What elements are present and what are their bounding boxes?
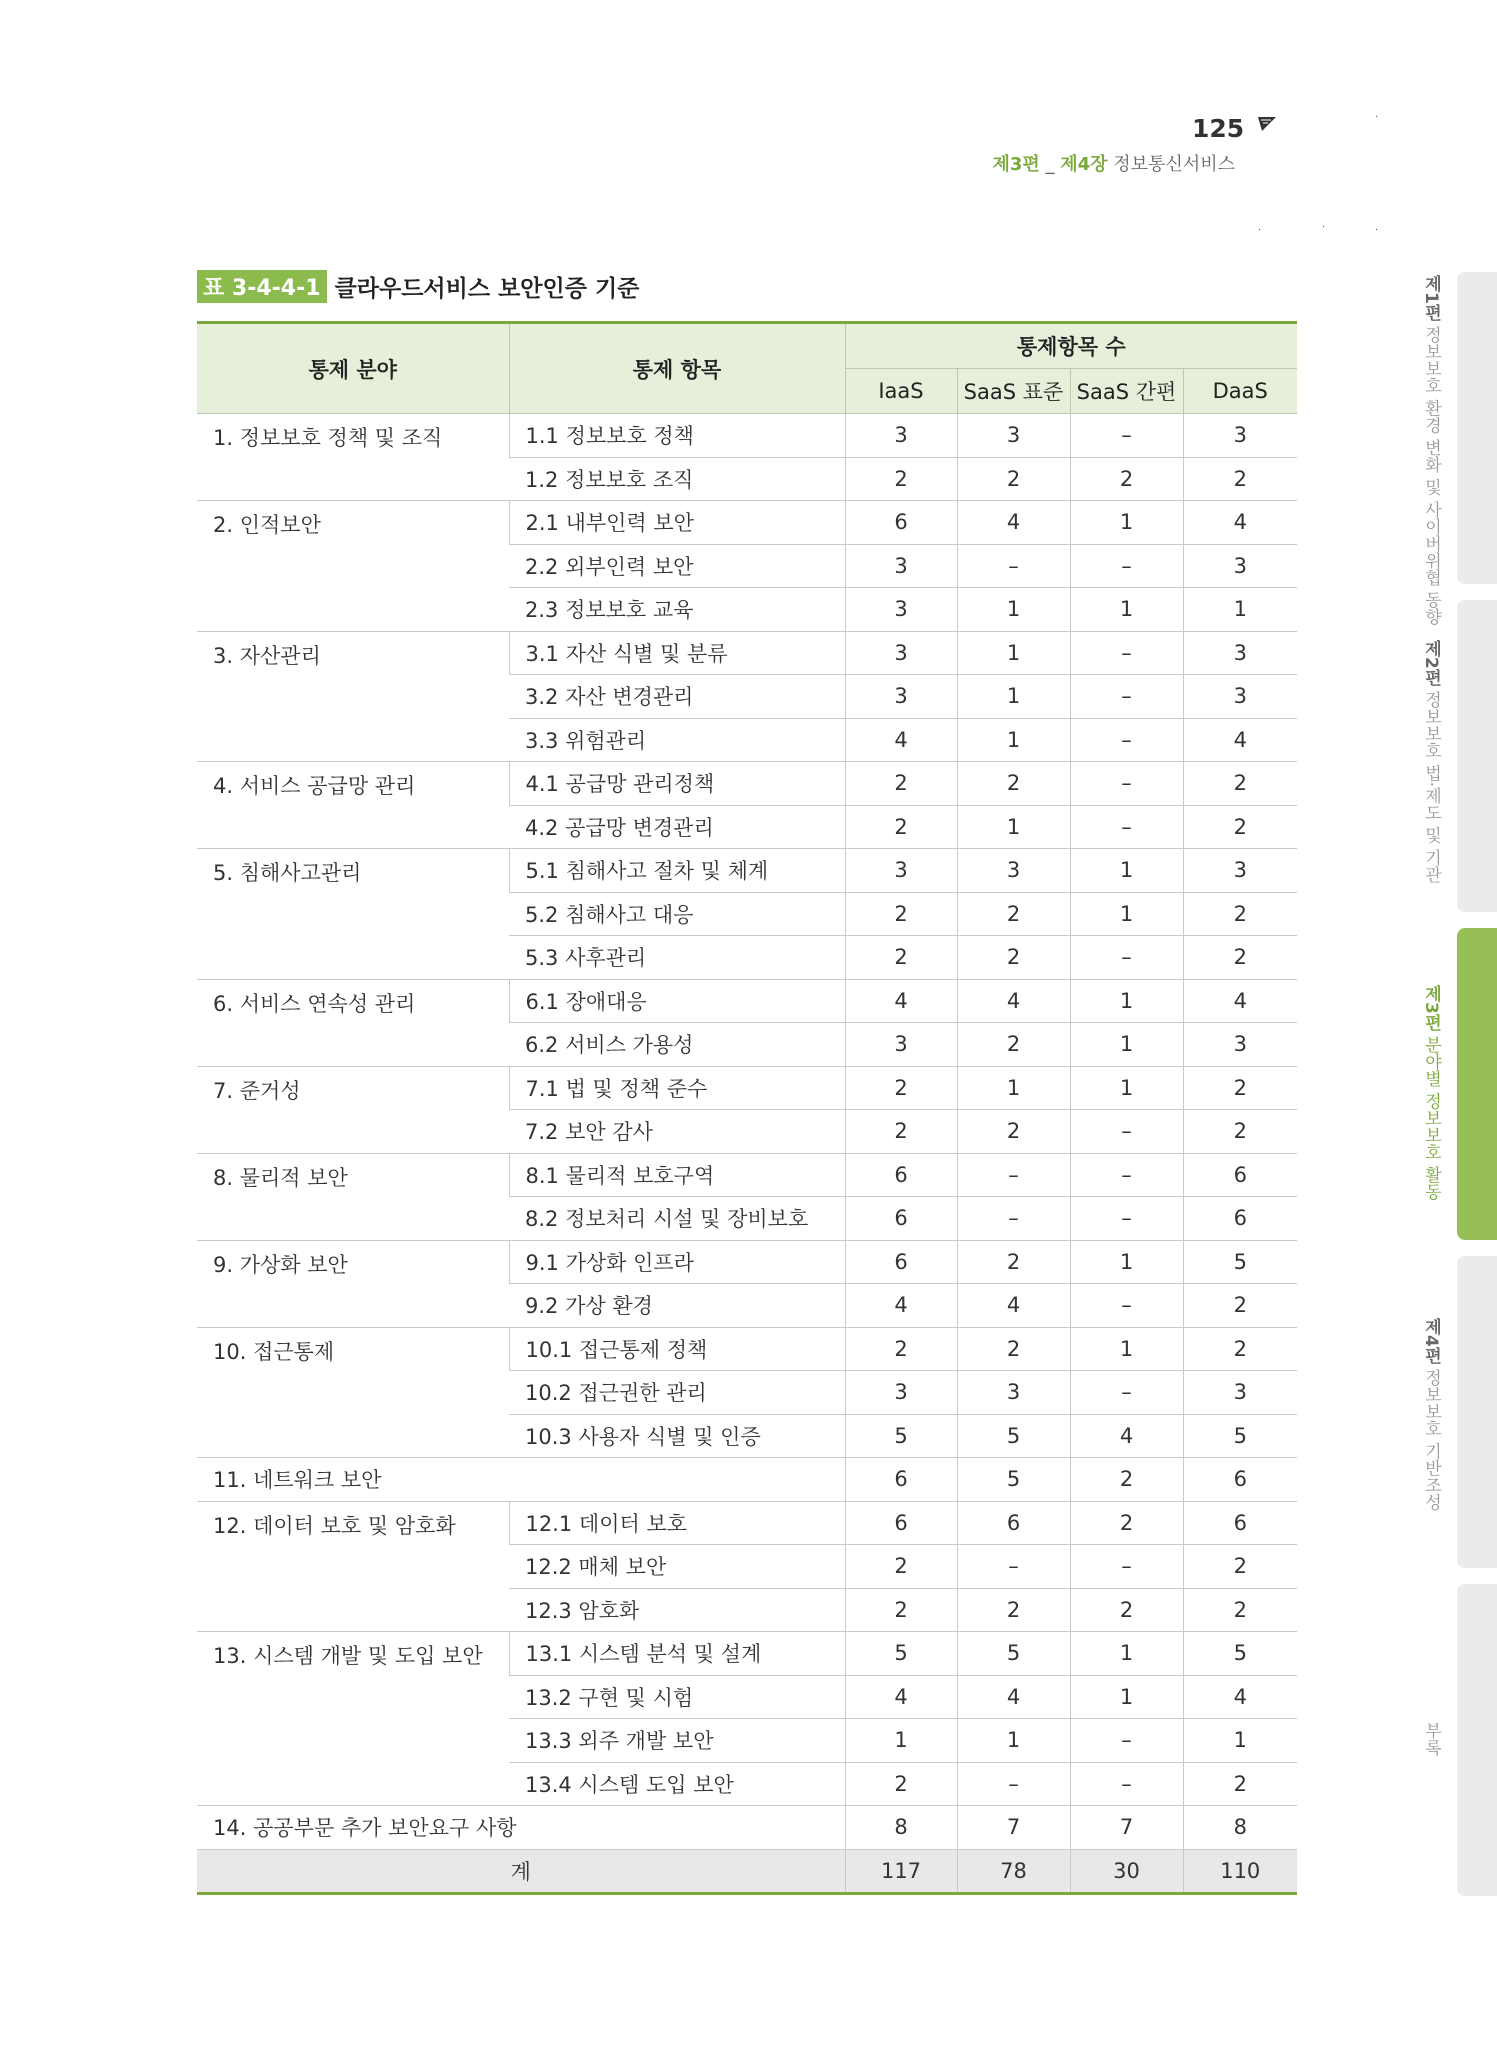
item-cell: 9.2 가상 환경 xyxy=(509,1284,845,1328)
saas-standard-count-cell: 2 xyxy=(957,1240,1070,1284)
daas-count-cell: 6 xyxy=(1183,1153,1297,1197)
item-cell: 2.3 정보보호 교육 xyxy=(509,588,845,632)
daas-count-cell: 2 xyxy=(1183,805,1297,849)
side-label-part4: 제4편 정보보호 기반조성 xyxy=(1421,1318,1441,1511)
item-cell: 8.2 정보처리 시설 및 장비보호 xyxy=(509,1197,845,1241)
item-cell: 3.2 자산 변경관리 xyxy=(509,675,845,719)
item-cell: 5.3 사후관리 xyxy=(509,936,845,980)
saas-simple-count-cell: 1 xyxy=(1070,1066,1183,1110)
item-cell: 12.1 데이터 보호 xyxy=(509,1501,845,1545)
saas-simple-count-cell: 2 xyxy=(1070,1501,1183,1545)
item-cell: 2.2 외부인력 보안 xyxy=(509,544,845,588)
saas-standard-count-cell: 1 xyxy=(957,1066,1070,1110)
saas-simple-count-cell: – xyxy=(1070,762,1183,806)
item-cell: 6.2 서비스 가용성 xyxy=(509,1023,845,1067)
saas-standard-count-cell: 3 xyxy=(957,1371,1070,1415)
item-cell: 2.1 내부인력 보안 xyxy=(509,501,845,545)
daas-count-cell: 2 xyxy=(1183,892,1297,936)
daas-count-cell: 5 xyxy=(1183,1240,1297,1284)
item-cell: 7.1 법 및 정책 준수 xyxy=(509,1066,845,1110)
iaas-count-cell: 3 xyxy=(845,1023,957,1067)
saas-standard-count-cell: 2 xyxy=(957,1588,1070,1632)
saas-standard-count-cell: 1 xyxy=(957,718,1070,762)
item-cell: 12.3 암호화 xyxy=(509,1588,845,1632)
item-cell: 3.3 위험관리 xyxy=(509,718,845,762)
saas-simple-count-cell: 1 xyxy=(1070,1632,1183,1676)
category-cell: 4. 서비스 공급망 관리 xyxy=(197,762,509,849)
saas-simple-count-cell: – xyxy=(1070,675,1183,719)
daas-count-cell: 2 xyxy=(1183,1588,1297,1632)
iaas-count-cell: 3 xyxy=(845,631,957,675)
iaas-count-cell: 6 xyxy=(845,1501,957,1545)
item-cell: 1.2 정보보호 조직 xyxy=(509,457,845,501)
saas-standard-count-cell: 6 xyxy=(957,1501,1070,1545)
control-items-table xyxy=(197,321,1297,1895)
daas-count-cell: 6 xyxy=(1183,1501,1297,1545)
daas-count-cell: 2 xyxy=(1183,1284,1297,1328)
daas-count-cell: 1 xyxy=(1183,1719,1297,1763)
header-daas: DaaS xyxy=(1183,369,1297,414)
iaas-count-cell: 2 xyxy=(845,762,957,806)
iaas-count-cell: 6 xyxy=(845,501,957,545)
side-label-part3: 제3편 분야별 정보보호 활동 xyxy=(1421,985,1441,1201)
running-head xyxy=(992,150,1235,176)
side-tab-part3[interactable] xyxy=(1457,928,1497,1240)
iaas-count-cell: 2 xyxy=(845,892,957,936)
iaas-count-cell: 2 xyxy=(845,1762,957,1806)
category-cell: 12. 데이터 보호 및 암호화 xyxy=(197,1501,509,1632)
table-row xyxy=(197,979,1297,1023)
saas-simple-count-cell: – xyxy=(1070,414,1183,458)
saas-standard-count-cell: 2 xyxy=(957,1110,1070,1154)
category-cell: 9. 가상화 보안 xyxy=(197,1240,509,1327)
saas-standard-count-cell: – xyxy=(957,1153,1070,1197)
iaas-count-cell: 2 xyxy=(845,1545,957,1589)
saas-simple-count-cell: – xyxy=(1070,1719,1183,1763)
saas-standard-count-cell: 4 xyxy=(957,1284,1070,1328)
total-saas-standard: 78 xyxy=(957,1849,1070,1894)
saas-simple-count-cell: – xyxy=(1070,1371,1183,1415)
saas-simple-count-cell: 1 xyxy=(1070,1023,1183,1067)
item-cell: 10.3 사용자 식별 및 인증 xyxy=(509,1414,845,1458)
category-cell: 5. 침해사고관리 xyxy=(197,849,509,980)
daas-count-cell: 3 xyxy=(1183,1023,1297,1067)
saas-simple-count-cell: – xyxy=(1070,1153,1183,1197)
iaas-count-cell: 8 xyxy=(845,1806,957,1850)
saas-standard-count-cell: 7 xyxy=(957,1806,1070,1850)
item-cell: 7.2 보안 감사 xyxy=(509,1110,845,1154)
iaas-count-cell: 4 xyxy=(845,1284,957,1328)
saas-simple-count-cell: 1 xyxy=(1070,849,1183,893)
table-caption xyxy=(197,270,639,303)
table-title: 클라우드서비스 보안인증 기준 xyxy=(334,276,640,302)
daas-count-cell: 4 xyxy=(1183,718,1297,762)
saas-standard-count-cell: 2 xyxy=(957,1023,1070,1067)
saas-standard-count-cell: – xyxy=(957,544,1070,588)
iaas-count-cell: 1 xyxy=(845,1719,957,1763)
daas-count-cell: 6 xyxy=(1183,1458,1297,1502)
saas-standard-count-cell: 1 xyxy=(957,805,1070,849)
item-cell: 10.2 접근권한 관리 xyxy=(509,1371,845,1415)
table-number-badge: 표 3-4-4-1 xyxy=(197,270,327,303)
crop-dot: · xyxy=(1322,222,1326,233)
running-head-separator: _ xyxy=(1039,154,1061,175)
table-row xyxy=(197,849,1297,893)
iaas-count-cell: 2 xyxy=(845,457,957,501)
daas-count-cell: 8 xyxy=(1183,1806,1297,1850)
iaas-count-cell: 3 xyxy=(845,414,957,458)
table-row xyxy=(197,501,1297,545)
table-row xyxy=(197,414,1297,458)
item-cell: 13.4 시스템 도입 보안 xyxy=(509,1762,845,1806)
iaas-count-cell: 3 xyxy=(845,1371,957,1415)
item-cell: 3.1 자산 식별 및 분류 xyxy=(509,631,845,675)
header-saas-standard: SaaS 표준 xyxy=(957,369,1070,414)
saas-standard-count-cell: 1 xyxy=(957,675,1070,719)
daas-count-cell: 3 xyxy=(1183,1371,1297,1415)
side-label-part2: 제2편 정보보호 법·제도 및 기관 xyxy=(1421,640,1441,883)
iaas-count-cell: 3 xyxy=(845,588,957,632)
crop-dot: · xyxy=(1375,112,1379,123)
iaas-count-cell: 3 xyxy=(845,544,957,588)
saas-standard-count-cell: 4 xyxy=(957,501,1070,545)
item-cell: 4.1 공급망 관리정책 xyxy=(509,762,845,806)
saas-simple-count-cell: – xyxy=(1070,1762,1183,1806)
running-head-chapter: 제4장 xyxy=(1060,154,1108,175)
side-tab-part1[interactable] xyxy=(1457,272,1497,584)
table-row xyxy=(197,1632,1297,1676)
header-saas-simple: SaaS 간편 xyxy=(1070,369,1183,414)
saas-standard-count-cell: 4 xyxy=(957,979,1070,1023)
running-head-chapter-title: 정보통신서비스 xyxy=(1113,154,1235,175)
daas-count-cell: 2 xyxy=(1183,762,1297,806)
iaas-count-cell: 2 xyxy=(845,805,957,849)
item-cell: 8.1 물리적 보호구역 xyxy=(509,1153,845,1197)
category-cell: 2. 인적보안 xyxy=(197,501,509,632)
iaas-count-cell: 5 xyxy=(845,1632,957,1676)
item-cell: 9.1 가상화 인프라 xyxy=(509,1240,845,1284)
category-cell: 7. 준거성 xyxy=(197,1066,509,1153)
saas-standard-count-cell: 2 xyxy=(957,457,1070,501)
saas-standard-count-cell: 5 xyxy=(957,1458,1070,1502)
iaas-count-cell: 3 xyxy=(845,675,957,719)
page-corner-mark-icon xyxy=(1258,117,1276,131)
category-cell: 8. 물리적 보안 xyxy=(197,1153,509,1240)
item-cell: 5.1 침해사고 절차 및 체계 xyxy=(509,849,845,893)
saas-simple-count-cell: – xyxy=(1070,936,1183,980)
iaas-count-cell: 6 xyxy=(845,1240,957,1284)
total-iaas: 117 xyxy=(845,1849,957,1894)
running-head-part: 제3편 xyxy=(992,154,1040,175)
daas-count-cell: 4 xyxy=(1183,501,1297,545)
table-row xyxy=(197,1066,1297,1110)
daas-count-cell: 3 xyxy=(1183,414,1297,458)
iaas-count-cell: 2 xyxy=(845,1327,957,1371)
table-row xyxy=(197,1806,1297,1850)
header-count-group: 통제항목 수 xyxy=(845,323,1297,369)
header-iaas: IaaS xyxy=(845,369,957,414)
iaas-count-cell: 2 xyxy=(845,936,957,980)
item-cell: 5.2 침해사고 대응 xyxy=(509,892,845,936)
side-tab-part2[interactable] xyxy=(1457,600,1497,912)
category-cell: 1. 정보보호 정책 및 조직 xyxy=(197,414,509,501)
table-row xyxy=(197,1327,1297,1371)
saas-simple-count-cell: 1 xyxy=(1070,501,1183,545)
iaas-count-cell: 4 xyxy=(845,1675,957,1719)
side-tab-appendix[interactable] xyxy=(1457,1584,1497,1896)
saas-standard-count-cell: 3 xyxy=(957,849,1070,893)
total-row xyxy=(197,1849,1297,1894)
daas-count-cell: 2 xyxy=(1183,1110,1297,1154)
daas-count-cell: 2 xyxy=(1183,1762,1297,1806)
saas-standard-count-cell: 3 xyxy=(957,414,1070,458)
daas-count-cell: 1 xyxy=(1183,588,1297,632)
page-number: 125 xyxy=(1192,114,1245,143)
saas-standard-count-cell: 5 xyxy=(957,1414,1070,1458)
daas-count-cell: 4 xyxy=(1183,1675,1297,1719)
iaas-count-cell: 5 xyxy=(845,1414,957,1458)
daas-count-cell: 2 xyxy=(1183,936,1297,980)
item-cell: 13.3 외주 개발 보안 xyxy=(509,1719,845,1763)
saas-simple-count-cell: – xyxy=(1070,805,1183,849)
category-cell: 3. 자산관리 xyxy=(197,631,509,762)
iaas-count-cell: 6 xyxy=(845,1458,957,1502)
saas-standard-count-cell: – xyxy=(957,1545,1070,1589)
item-cell: 12.2 매체 보안 xyxy=(509,1545,845,1589)
iaas-count-cell: 6 xyxy=(845,1197,957,1241)
item-cell: 6.1 장애대응 xyxy=(509,979,845,1023)
saas-standard-count-cell: 1 xyxy=(957,631,1070,675)
saas-simple-count-cell: 1 xyxy=(1070,1327,1183,1371)
saas-simple-count-cell: – xyxy=(1070,544,1183,588)
side-tab-part4[interactable] xyxy=(1457,1256,1497,1568)
saas-simple-count-cell: – xyxy=(1070,1197,1183,1241)
table-row xyxy=(197,631,1297,675)
daas-count-cell: 2 xyxy=(1183,1545,1297,1589)
iaas-count-cell: 2 xyxy=(845,1588,957,1632)
daas-count-cell: 5 xyxy=(1183,1414,1297,1458)
saas-simple-count-cell: – xyxy=(1070,1110,1183,1154)
iaas-count-cell: 6 xyxy=(845,1153,957,1197)
total-daas: 110 xyxy=(1183,1849,1297,1894)
crop-dot: · xyxy=(1258,225,1262,236)
category-cell: 11. 네트워크 보안 xyxy=(197,1458,845,1502)
iaas-count-cell: 2 xyxy=(845,1066,957,1110)
saas-simple-count-cell: – xyxy=(1070,1545,1183,1589)
crop-dot: · xyxy=(1375,225,1379,236)
saas-simple-count-cell: – xyxy=(1070,631,1183,675)
saas-standard-count-cell: 4 xyxy=(957,1675,1070,1719)
table-row xyxy=(197,1240,1297,1284)
item-cell: 10.1 접근통제 정책 xyxy=(509,1327,845,1371)
saas-simple-count-cell: 2 xyxy=(1070,457,1183,501)
category-cell: 14. 공공부문 추가 보안요구 사항 xyxy=(197,1806,845,1850)
saas-standard-count-cell: 2 xyxy=(957,1327,1070,1371)
daas-count-cell: 3 xyxy=(1183,675,1297,719)
saas-standard-count-cell: 2 xyxy=(957,762,1070,806)
table-row xyxy=(197,1153,1297,1197)
category-cell: 6. 서비스 연속성 관리 xyxy=(197,979,509,1066)
header-item: 통제 항목 xyxy=(509,323,845,414)
header-category: 통제 분야 xyxy=(197,323,509,414)
iaas-count-cell: 4 xyxy=(845,718,957,762)
table-row xyxy=(197,762,1297,806)
saas-simple-count-cell: 2 xyxy=(1070,1458,1183,1502)
saas-simple-count-cell: 1 xyxy=(1070,892,1183,936)
daas-count-cell: 3 xyxy=(1183,631,1297,675)
side-label-appendix: 부록 xyxy=(1421,1722,1441,1756)
saas-standard-count-cell: – xyxy=(957,1762,1070,1806)
saas-simple-count-cell: 7 xyxy=(1070,1806,1183,1850)
daas-count-cell: 4 xyxy=(1183,979,1297,1023)
item-cell: 13.1 시스템 분석 및 설계 xyxy=(509,1632,845,1676)
saas-standard-count-cell: 1 xyxy=(957,1719,1070,1763)
saas-simple-count-cell: 2 xyxy=(1070,1588,1183,1632)
daas-count-cell: 2 xyxy=(1183,457,1297,501)
daas-count-cell: 2 xyxy=(1183,1327,1297,1371)
saas-simple-count-cell: 1 xyxy=(1070,588,1183,632)
saas-simple-count-cell: 4 xyxy=(1070,1414,1183,1458)
saas-standard-count-cell: 2 xyxy=(957,892,1070,936)
category-cell: 10. 접근통제 xyxy=(197,1327,509,1458)
item-cell: 4.2 공급망 변경관리 xyxy=(509,805,845,849)
daas-count-cell: 2 xyxy=(1183,1066,1297,1110)
item-cell: 13.2 구현 및 시험 xyxy=(509,1675,845,1719)
table-row xyxy=(197,1501,1297,1545)
saas-simple-count-cell: – xyxy=(1070,718,1183,762)
category-cell: 13. 시스템 개발 및 도입 보안 xyxy=(197,1632,509,1806)
item-cell: 1.1 정보보호 정책 xyxy=(509,414,845,458)
saas-simple-count-cell: 1 xyxy=(1070,1675,1183,1719)
saas-standard-count-cell: – xyxy=(957,1197,1070,1241)
daas-count-cell: 6 xyxy=(1183,1197,1297,1241)
saas-simple-count-cell: – xyxy=(1070,1284,1183,1328)
saas-standard-count-cell: 5 xyxy=(957,1632,1070,1676)
side-label-part1: 제1편 정보보호 환경 변화 및 사이버위협 동향 xyxy=(1421,275,1441,626)
saas-simple-count-cell: 1 xyxy=(1070,979,1183,1023)
iaas-count-cell: 3 xyxy=(845,849,957,893)
iaas-count-cell: 2 xyxy=(845,1110,957,1154)
saas-standard-count-cell: 2 xyxy=(957,936,1070,980)
saas-simple-count-cell: 1 xyxy=(1070,1240,1183,1284)
total-label: 계 xyxy=(197,1849,845,1894)
table-row xyxy=(197,1458,1297,1502)
saas-standard-count-cell: 1 xyxy=(957,588,1070,632)
daas-count-cell: 3 xyxy=(1183,544,1297,588)
iaas-count-cell: 4 xyxy=(845,979,957,1023)
daas-count-cell: 5 xyxy=(1183,1632,1297,1676)
daas-count-cell: 3 xyxy=(1183,849,1297,893)
total-saas-simple: 30 xyxy=(1070,1849,1183,1894)
